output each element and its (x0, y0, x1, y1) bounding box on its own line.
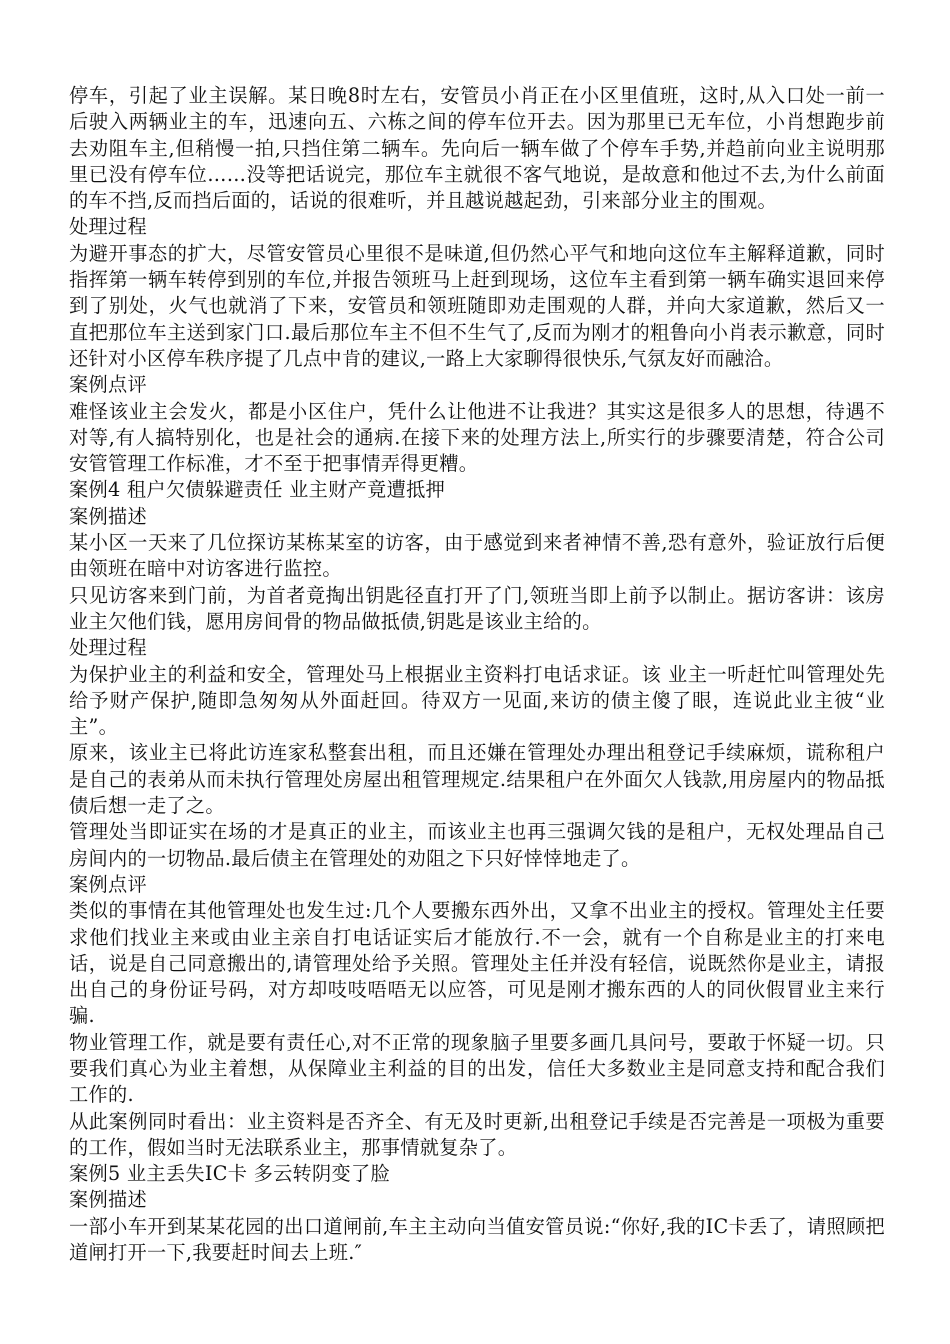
paragraph-case-description: 一部小车开到某某花园的出口道闸前,车主主动向当值安管员说:“你好,我的IC卡丢了，请照顾把道闸打开一下,我要赶时间去上班.″ (69, 1214, 885, 1265)
document-page (69, 83, 885, 1266)
paragraph-case-review: 类似的事情在其他管理处也发生过:几个人要搬东西外出，又拿不出业主的授权。管理处主任要求他们找业主来或由业主亲自打电话证实后才能放行.不一会，就有一个自称是业主的打来电话，说是自己同意搬出的,请管理处给予关照。管理处主任并没有轻信，说既然你是业主，请报出自己的身份证号码，对方却吱吱唔唔无以应答，可见是刚才搬东西的人的同伙假冒业主来行骗. (69, 899, 885, 1028)
case-title-4: 案例4 租户欠债躲避责任 业主财产竟遭抵押 (69, 478, 446, 502)
section-heading-case-description: 案例描述 (69, 504, 147, 528)
paragraph-handling-process: 为保护业主的利益和安全，管理处马上根据业主资料打电话求证。该 业主一听赶忙叫管理处先给予财产保护,随即急匆匆从外面赶回。待双方一见面,来访的债主傻了眼，连说此业主彼“业主”。 (69, 662, 885, 739)
paragraph-case-description: 某小区一天来了几位探访某栋某室的访客，由于感觉到来者神情不善,恐有意外，验证放行后便由领班在暗中对访客进行监控。 (69, 531, 885, 581)
paragraph-case-review: 难怪该业主会发火，都是小区住户，凭什么让他进不让我进？其实这是很多人的思想，待遇不对等,有人搞特别化，也是社会的通病.在接下来的处理方法上,所实行的步骤要清楚，符合公司安管管理工作标准，才不至于把事情弄得更糟。 (69, 399, 885, 476)
section-heading-case-review: 案例点评 (69, 373, 147, 397)
paragraph-case-description: 只见访客来到门前，为首者竟掏出钥匙径直打开了门,领班当即上前予以制止。据访客讲：该房业主欠他们钱，愿用房间骨的物品做抵债,钥匙是该业主给的。 (69, 583, 885, 633)
paragraph-case-review: 物业管理工作，就是要有责任心,对不正常的现象脑子里要多画几具问号，要敢于怀疑一切。只要我们真心为业主着想，从保障业主利益的目的出发，信任大多数业主是同意支持和配合我们工作的. (69, 1030, 885, 1107)
paragraph-handling-process: 管理处当即证实在场的才是真正的业主，而该业主也再三强调欠钱的是租户，无权处理品自己房间内的一切物品.最后债主在管理处的劝阻之下只好悻悻地走了。 (69, 820, 885, 870)
section-heading-case-description: 案例描述 (69, 1188, 147, 1212)
case-title-5: 案例5 业主丢失IC卡 多云转阴变了脸 (69, 1162, 390, 1186)
paragraph-case-review: 从此案例同时看出：业主资料是否齐全、有无及时更新,出租登记手续是否完善是一项极为重要的工作，假如当时无法联系业主，那事情就复杂了。 (69, 1109, 885, 1159)
paragraph-handling-process: 原来，该业主已将此访连家私整套出租，而且还嫌在管理处办理出租登记手续麻烦，谎称租户是自己的表弟从而未执行管理处房屋出租管理规定.结果租户在外面欠人钱款,用房屋内的物品抵债后想一走了之。 (69, 741, 885, 818)
section-heading-case-review: 案例点评 (69, 872, 147, 896)
paragraph-story-continued: 停车，引起了业主误解。某日晚8时左右，安管员小肖正在小区里值班，这时,从入口处一前一后驶入两辆业主的车，迅速向五、六栋之间的停车位开去。因为那里已无车位，小肖想跑步前去劝阻车主,但稍慢一拍,只挡住第二辆车。先向后一辆车做了个停车手势,并趋前向业主说明那里已没有停车位……没等把话说完，那位车主就很不客气地说，是故意和他过不去,为什么前面的车不挡,反而挡后面的，话说的很难听，并且越说越起劲，引来部分业主的围观。 (69, 84, 885, 213)
section-heading-handling-process: 处理过程 (69, 636, 147, 660)
section-heading-handling-process: 处理过程 (69, 215, 147, 239)
paragraph-handling-process: 为避开事态的扩大，尽管安管员心里很不是味道,但仍然心平气和地向这位车主解释道歉，同时指挥第一辆车转停到别的车位,并报告领班马上赶到现场，这位车主看到第一辆车确实退回来停到了别处，火气也就消了下来，安管员和领班随即劝走围观的人群，并向大家道歉，然后又一直把那位车主送到家门口.最后那位车主不但不生气了,反而为刚才的粗鲁向小肖表示歉意，同时还针对小区停车秩序提了几点中肯的建议,一路上大家聊得很快乐,气氛友好而融洽。 (69, 241, 885, 370)
